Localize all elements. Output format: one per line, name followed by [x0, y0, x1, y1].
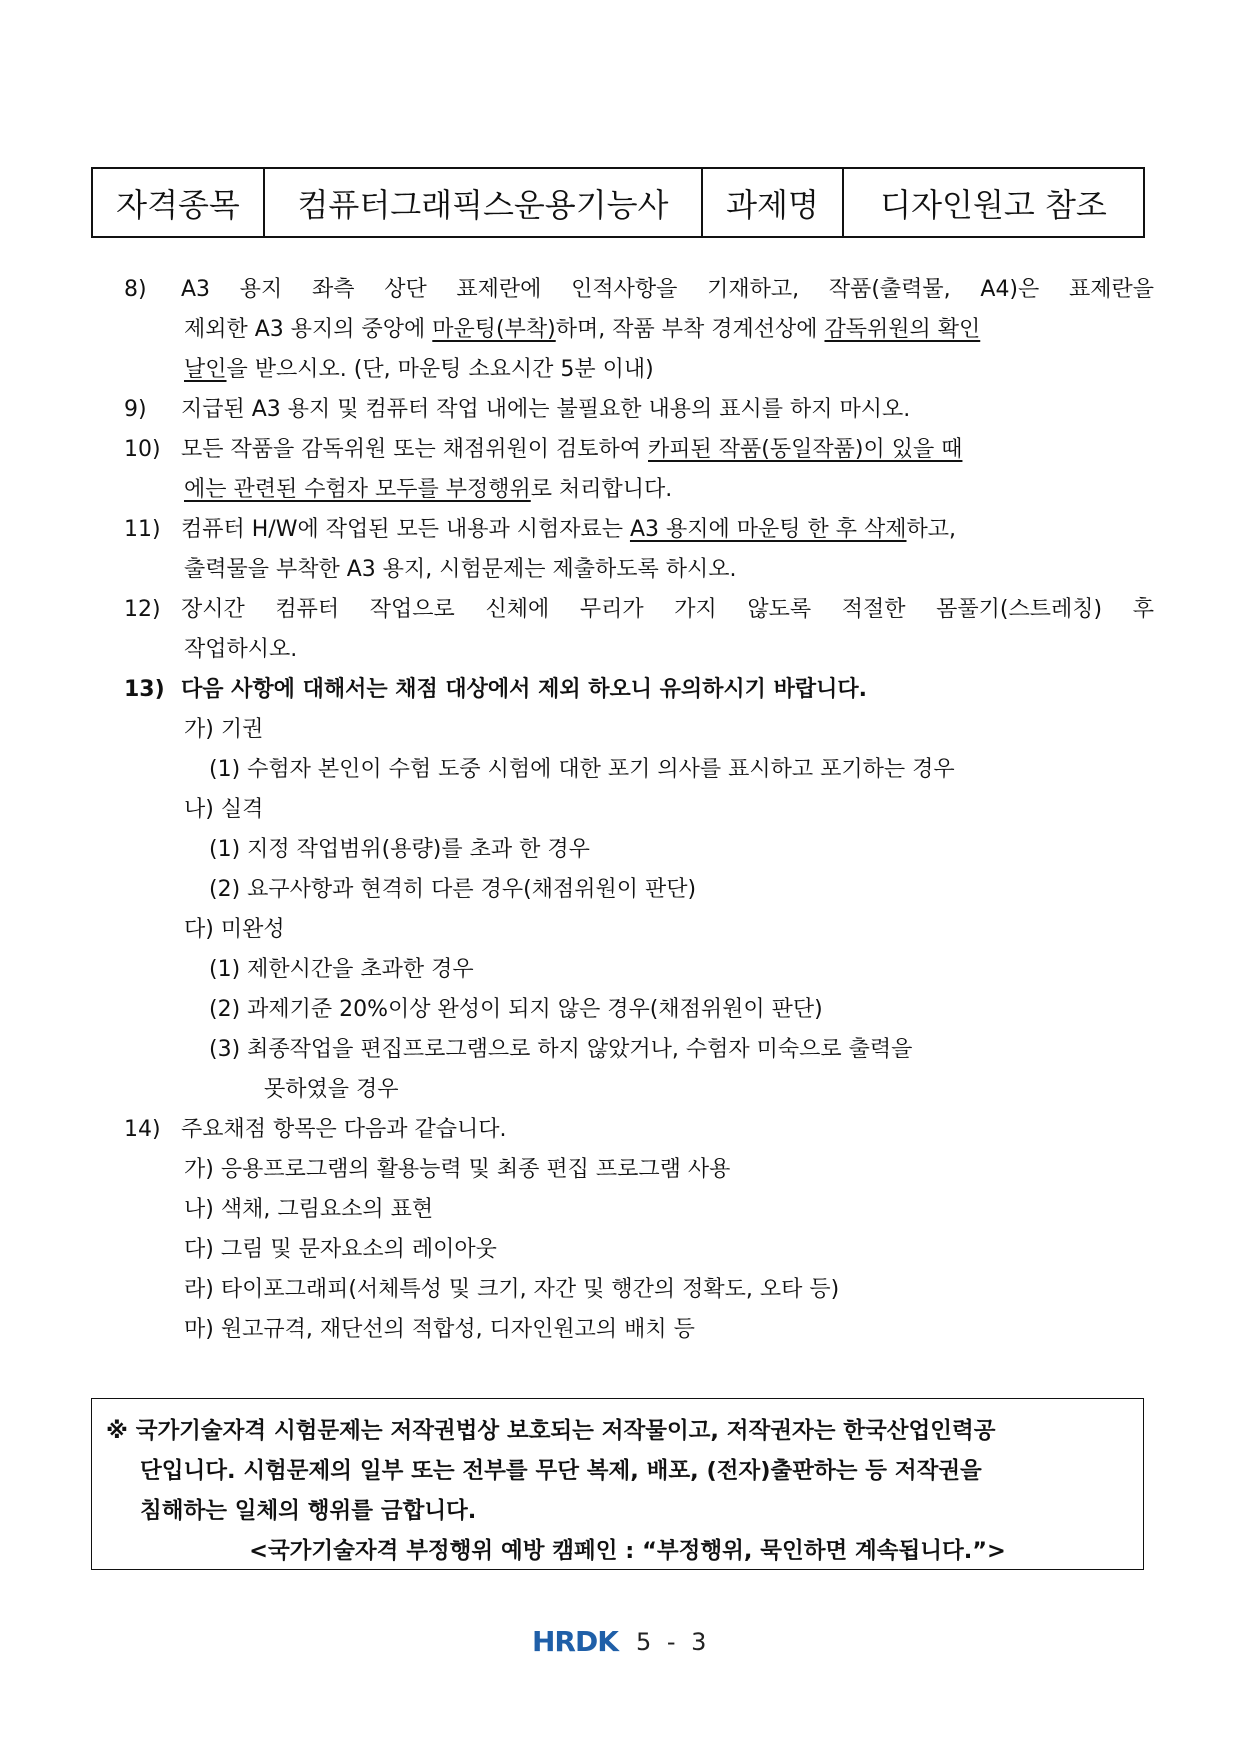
item-text: 을 받으시오. (단, 마운팅 소요시간 5분 이내): [226, 357, 654, 382]
item-number: 9): [124, 397, 147, 422]
item-13-sub-ga-1: [124, 750, 1154, 790]
item-14-line-1: [124, 1110, 1154, 1150]
item-text: 하며, 작품 부착 경계선상에: [555, 317, 825, 342]
item-13-sub-na: [124, 790, 1154, 830]
item-number: 14): [124, 1117, 161, 1142]
item-text-underlined: 에는 관련된 수험자 모두를 부정행위: [184, 477, 531, 502]
item-text: 작업하시오.: [184, 637, 298, 662]
sub-item: (2) 요구사항과 현격히 다른 경우(채점위원이 판단): [209, 877, 697, 902]
sub-heading: 다) 미완성: [184, 917, 285, 942]
item-13-sub-da-1: [124, 950, 1154, 990]
item-13-sub-ga: [124, 710, 1154, 750]
item-12-line-2: [124, 630, 1154, 670]
sub-item: 마) 원고규격, 재단선의 적합성, 디자인원고의 배치 등: [184, 1317, 695, 1342]
header-value-qualification: 컴퓨터그래픽스운용기능사: [265, 169, 703, 236]
notice-line-3: 침해하는 일체의 행위를 금합니다.: [140, 1498, 477, 1524]
sub-item: 못하였을 경우: [264, 1077, 399, 1102]
item-14-sub-ga: [124, 1150, 1154, 1190]
item-10-line-1: [124, 430, 1154, 470]
copyright-notice: [91, 1398, 1144, 1570]
notice-campaign: <국가기술자격 부정행위 예방 캠페인 : “부정행위, 묵인하면 계속됩니다.”>: [249, 1538, 1006, 1564]
item-text-underlined: 마운팅(부착): [432, 317, 556, 342]
item-text: 컴퓨터 H/W에 작업된 모든 내용과 시험자료는: [181, 517, 630, 542]
item-text: A3 용지 좌측 상단 표제란에 인적사항을 기재하고, 작품(출력물, A4)은 표제란을: [181, 277, 1154, 302]
item-8-line-1: [124, 270, 1154, 310]
item-number: 10): [124, 437, 161, 462]
item-text: 지급된 A3 용지 및 컴퓨터 작업 내에는 불필요한 내용의 표시를 하지 마시오.: [181, 397, 911, 422]
sub-item: (2) 과제기준 20%이상 완성이 되지 않은 경우(채점위원이 판단): [209, 997, 823, 1022]
sub-item: (3) 최종작업을 편집프로그램으로 하지 않았거나, 수험자 미숙으로 출력을: [209, 1037, 913, 1062]
item-text-underlined: 날인: [184, 357, 227, 382]
item-text: 하고,: [906, 517, 956, 542]
sub-item: (1) 제한시간을 초과한 경우: [209, 957, 474, 982]
sub-heading: 가) 기권: [184, 717, 264, 742]
notice-line-2: 단입니다. 시험문제의 일부 또는 전부를 무단 복제, 배포, (전자)출판하는 등 저작권을: [140, 1458, 982, 1484]
item-13-sub-da: [124, 910, 1154, 950]
item-text: 출력물을 부착한 A3 용지, 시험문제는 제출하도록 하시오.: [184, 557, 737, 582]
sub-item: 가) 응용프로그램의 활용능력 및 최종 편집 프로그램 사용: [184, 1157, 731, 1182]
item-14-sub-ra: [124, 1270, 1154, 1310]
sub-item: 다) 그림 및 문자요소의 레이아웃: [184, 1237, 497, 1262]
item-13-sub-da-3-cont: [124, 1070, 1154, 1110]
item-text: 로 처리합니다.: [530, 477, 673, 502]
item-text-underlined: 감독위원의 확인: [824, 317, 981, 342]
sub-item: 나) 색채, 그림요소의 표현: [184, 1197, 434, 1222]
page-footer: [532, 1625, 710, 1658]
item-number: 8): [124, 277, 147, 302]
item-13-line-1: [124, 670, 1154, 710]
item-text-underlined: 카피된 작품(동일작품)이 있을 때: [648, 437, 963, 462]
item-13-sub-na-1: [124, 830, 1154, 870]
sub-item: 라) 타이포그래피(서체특성 및 크기, 자간 및 행간의 정확도, 오타 등): [184, 1277, 840, 1302]
sub-heading: 나) 실격: [184, 797, 264, 822]
item-text: 주요채점 항목은 다음과 같습니다.: [181, 1117, 507, 1142]
item-13-sub-da-3: [124, 1030, 1154, 1070]
item-13-sub-da-2: [124, 990, 1154, 1030]
item-text: 장시간 컴퓨터 작업으로 신체에 무리가 가지 않도록 적절한 몸풀기(스트레칭) 후: [181, 597, 1154, 622]
item-10-line-2: [124, 470, 1154, 510]
item-11-line-1: [124, 510, 1154, 550]
instructions-body: [124, 270, 1154, 1350]
item-14-sub-ma: [124, 1310, 1154, 1350]
item-text: 다음 사항에 대해서는 채점 대상에서 제외 하오니 유의하시기 바랍니다.: [181, 677, 867, 702]
item-text: 모든 작품을 감독위원 또는 채점위원이 검토하여: [181, 437, 649, 462]
item-8-line-3: [124, 350, 1154, 390]
item-text-underlined: A3 용지에 마운팅 한 후 삭제: [629, 517, 907, 542]
header-label-qualification: 자격종목: [93, 169, 265, 236]
item-13-sub-na-2: [124, 870, 1154, 910]
item-number: 13): [124, 677, 165, 702]
sub-item: (1) 지정 작업범위(용량)를 초과 한 경우: [209, 837, 590, 862]
hrdk-logo: HRDK: [532, 1625, 618, 1658]
item-12-line-1: [124, 590, 1154, 630]
item-number: 11): [124, 517, 161, 542]
notice-line-1: ※ 국가기술자격 시험문제는 저작권법상 보호되는 저작물이고, 저작권자는 한국산업인력공: [106, 1418, 996, 1444]
page-number: 5 - 3: [635, 1627, 711, 1656]
item-11-line-2: [124, 550, 1154, 590]
item-9-line-1: [124, 390, 1154, 430]
item-14-sub-da: [124, 1230, 1154, 1270]
header-value-task: 디자인원고 참조: [880, 185, 1107, 224]
header-table: [91, 167, 1145, 238]
item-number: 12): [124, 597, 161, 622]
sub-item: (1) 수험자 본인이 수험 도중 시험에 대한 포기 의사를 표시하고 포기하는 경우: [209, 757, 955, 782]
item-14-sub-na: [124, 1190, 1154, 1230]
item-text: 제외한 A3 용지의 중앙에: [184, 317, 433, 342]
item-8-line-2: [124, 310, 1154, 350]
header-label-task: 과제명: [703, 169, 844, 236]
